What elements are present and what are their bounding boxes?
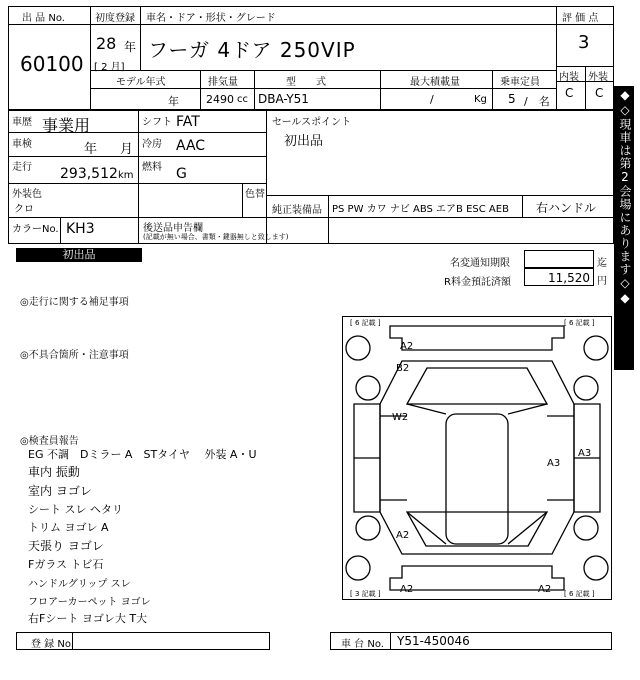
year-unit: 年 bbox=[124, 40, 137, 54]
mileage-value: 293,512 bbox=[60, 166, 118, 182]
first-listing-badge: 初出品 bbox=[16, 248, 142, 262]
report-line: ハンドルグリップ スレ bbox=[28, 579, 131, 590]
divider bbox=[522, 195, 523, 217]
window-lines bbox=[407, 404, 547, 544]
damage-mark: A3 bbox=[578, 448, 592, 459]
diagram-tag: [ 3 記載 ] bbox=[350, 590, 381, 598]
color-no-value: KH3 bbox=[66, 221, 95, 237]
divider bbox=[72, 632, 73, 650]
lot-number: 60100 bbox=[20, 52, 84, 76]
fuel-label: 燃料 bbox=[142, 162, 162, 173]
divider bbox=[8, 24, 90, 25]
divider bbox=[8, 217, 614, 218]
equipment-label: 純正装備品 bbox=[272, 205, 322, 216]
history-value: 事業用 bbox=[42, 116, 91, 135]
inspector-report-label: ◎検査員報告 bbox=[20, 436, 79, 447]
recycle-label: R料金預託済額 bbox=[444, 277, 511, 288]
divider bbox=[390, 632, 391, 650]
report-line: 右Fシート ヨゴレ大 T大 bbox=[28, 612, 148, 625]
recycle-value: 11,520 bbox=[548, 271, 590, 285]
car-name: フーガ 4ドア 250VIP bbox=[148, 38, 356, 62]
max-load-unit: Kg bbox=[474, 94, 487, 105]
report-line: 天張り ヨゴレ bbox=[28, 539, 104, 553]
damage-mark: A2 bbox=[400, 341, 414, 352]
chassis-no-box bbox=[330, 632, 612, 650]
docs-label: 後送品申告欄 bbox=[143, 223, 203, 234]
type-value: DBA-Y51 bbox=[258, 92, 309, 106]
name-change-unit: 迄 bbox=[597, 258, 607, 269]
inspection-year: 年 bbox=[84, 142, 98, 157]
divider bbox=[90, 88, 556, 89]
recycle-box bbox=[524, 268, 594, 286]
wheel-side-rear-right bbox=[574, 516, 598, 540]
report-line: フロアーカーペット ヨゴレ bbox=[28, 597, 151, 608]
wheel-side-rear-left bbox=[356, 516, 380, 540]
max-load-label: 最大積載量 bbox=[410, 77, 460, 88]
divider bbox=[8, 183, 266, 184]
divider bbox=[254, 70, 255, 110]
diagram-tag: [ 6 記載 ] bbox=[564, 319, 595, 327]
sales-point-value: 初出品 bbox=[284, 134, 324, 149]
divider bbox=[90, 6, 91, 110]
model-year-unit: 年 bbox=[168, 95, 179, 108]
divider bbox=[90, 70, 556, 71]
front-bumper-outline bbox=[390, 326, 564, 350]
interior-score: C bbox=[565, 86, 574, 100]
inspection-month: 月 bbox=[120, 142, 134, 157]
displacement-value: 2490 bbox=[206, 93, 234, 106]
damage-mark: A2 bbox=[396, 530, 410, 541]
report-line: EG 不調 Dミラー A STタイヤ 外装 A・U bbox=[28, 448, 257, 461]
wheel-side-front-right bbox=[574, 376, 598, 400]
shift-label: シフト bbox=[142, 117, 172, 128]
damage-mark: W2 bbox=[392, 412, 409, 423]
mileage-label: 走行 bbox=[12, 162, 32, 173]
wheel-front-right bbox=[584, 336, 608, 360]
recycle-unit: 円 bbox=[597, 276, 607, 287]
docs-note: (記載が無い場合、書類・鍵器無しと致します) bbox=[143, 233, 289, 241]
divider bbox=[266, 195, 614, 196]
equipment-value: PS PW カワ ナビ ABS エアB ESC AEB bbox=[332, 204, 509, 215]
steering-value: 右ハンドル bbox=[536, 201, 597, 215]
defects-label: ◎不具合箇所・注意事項 bbox=[20, 350, 129, 361]
max-load-value: / bbox=[430, 93, 434, 106]
ext-color-value: クロ bbox=[14, 204, 34, 215]
report-line: 室内 ヨゴレ bbox=[28, 484, 92, 498]
exterior-score: C bbox=[595, 86, 604, 100]
diagram-tag: [ 6 記載 ] bbox=[564, 590, 595, 598]
exterior-label: 外装 bbox=[588, 72, 608, 83]
wheel-front-left bbox=[346, 336, 370, 360]
chassis-no-value: Y51-450046 bbox=[397, 634, 470, 648]
displacement-unit: cc bbox=[237, 94, 248, 105]
capacity-label: 乗車定員 bbox=[500, 77, 540, 88]
report-line: トリム ヨゴレ A bbox=[28, 521, 109, 534]
roof-outline bbox=[446, 414, 508, 544]
divider bbox=[60, 217, 61, 244]
name-change-box bbox=[524, 250, 594, 268]
report-line: シート スレ ヘタリ bbox=[28, 503, 123, 516]
report-line: 車内 振動 bbox=[28, 465, 80, 479]
divider bbox=[492, 70, 493, 110]
lot-no-label: 出 品 No. bbox=[22, 13, 65, 24]
wheel-side-front-left bbox=[356, 376, 380, 400]
driving-remarks-label: ◎走行に関する補足事項 bbox=[20, 297, 129, 308]
divider bbox=[266, 110, 267, 244]
color-no-label: カラーNo. bbox=[12, 224, 59, 235]
divider bbox=[140, 24, 141, 70]
interior-label: 内装 bbox=[559, 72, 579, 83]
ac-label: 冷房 bbox=[142, 139, 162, 150]
history-label: 車歴 bbox=[12, 117, 32, 128]
car-body-outline bbox=[380, 361, 574, 554]
ext-color-label: 外装色 bbox=[12, 189, 42, 200]
car-name-label: 車名・ドア・形状・グレード bbox=[146, 13, 276, 24]
diagram-tag: [ 6 記載 ] bbox=[350, 319, 381, 327]
capacity-unit: / 名 bbox=[524, 95, 550, 108]
score-label: 評 価 点 bbox=[562, 13, 599, 24]
chassis-no-label: 車 台 No. bbox=[341, 639, 384, 650]
hood-outline bbox=[407, 368, 547, 404]
divider bbox=[242, 183, 243, 217]
divider bbox=[8, 156, 266, 157]
shift-value: FAT bbox=[176, 114, 200, 130]
divider bbox=[556, 24, 614, 25]
sales-point-label: セールスポイント bbox=[272, 117, 352, 128]
first-reg-month: [ 2 月] bbox=[94, 62, 125, 73]
first-reg-label: 初度登録 bbox=[95, 13, 135, 24]
damage-mark: A2 bbox=[538, 584, 552, 595]
divider bbox=[556, 6, 557, 110]
damage-mark: B2 bbox=[396, 363, 410, 374]
pillar-lines bbox=[380, 416, 574, 500]
divider bbox=[200, 70, 201, 110]
inspection-label: 車検 bbox=[12, 139, 32, 150]
mileage-unit: km bbox=[118, 170, 134, 181]
side-banner bbox=[614, 86, 634, 370]
model-year-label: モデル年式 bbox=[116, 77, 166, 88]
report-line: Fガラス トビ石 bbox=[28, 558, 104, 571]
capacity-value: 5 bbox=[508, 92, 516, 106]
overall-score: 3 bbox=[578, 32, 590, 53]
ac-value: AAC bbox=[176, 138, 206, 154]
damage-mark: A2 bbox=[400, 584, 414, 595]
divider bbox=[140, 6, 141, 24]
divider bbox=[328, 195, 329, 244]
car-diagram bbox=[342, 316, 612, 600]
damage-mark: A3 bbox=[547, 458, 561, 469]
registration-no-label: 登 録 No. bbox=[31, 639, 74, 650]
fuel-value: G bbox=[176, 166, 187, 182]
type-label: 型 式 bbox=[286, 77, 326, 88]
color-change-label: 色替 bbox=[245, 189, 265, 200]
displacement-label: 排気量 bbox=[208, 77, 238, 88]
divider bbox=[380, 70, 381, 110]
registration-no-box bbox=[16, 632, 270, 650]
name-change-label: 名変通知期限 bbox=[450, 258, 510, 269]
divider bbox=[90, 24, 556, 25]
first-reg-year: 28 bbox=[96, 34, 117, 53]
wheel-rear-right bbox=[584, 556, 608, 580]
divider bbox=[138, 110, 139, 244]
divider bbox=[585, 66, 586, 110]
side-banner-text: ◆◇現車は第2会場にあります◇◆ bbox=[618, 88, 632, 306]
wheel-rear-left bbox=[346, 556, 370, 580]
